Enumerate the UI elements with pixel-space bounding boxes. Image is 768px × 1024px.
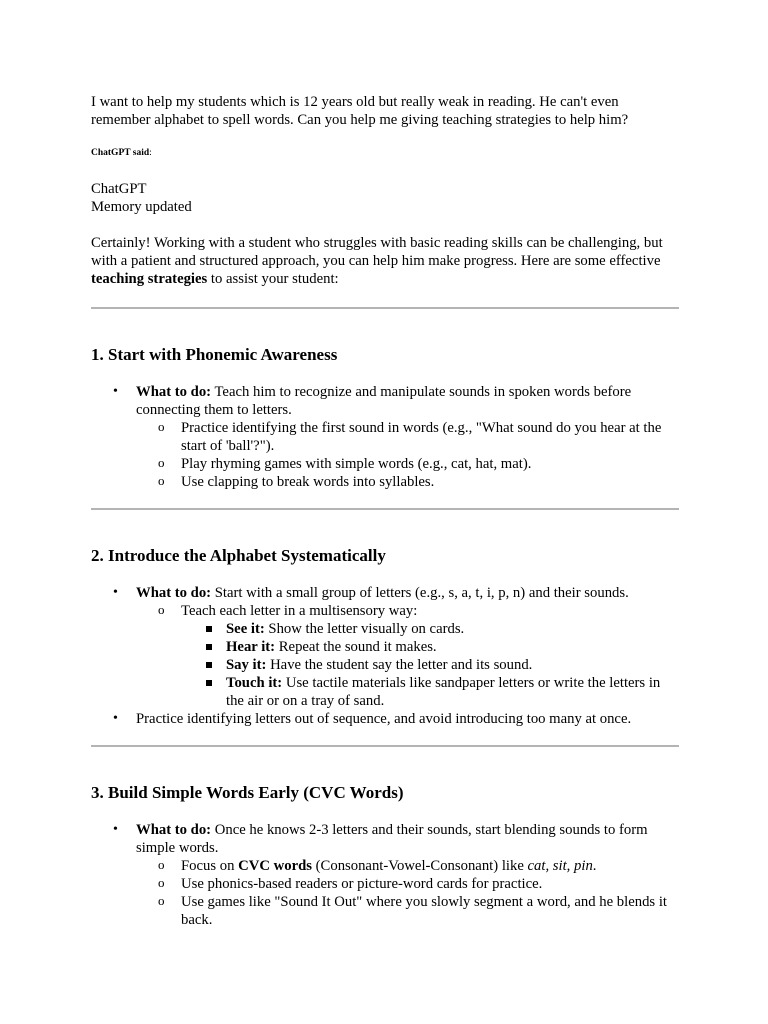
speaker-label xyxy=(91,147,681,159)
sense-text: Have the student say the letter and its sound. xyxy=(266,657,533,673)
focus-bold: CVC words xyxy=(238,858,312,874)
section-3-list xyxy=(91,821,681,929)
sub-item-text: Use phonics-based readers or picture-word cards for practice. xyxy=(181,876,543,892)
user-question: I want to help my students which is 12 years old but really weak in reading. He can't even remember alphabet to spell words. Can you help me giving teaching strategies to help him? xyxy=(91,94,629,128)
sub-list xyxy=(136,602,681,710)
intro-paragraph xyxy=(91,234,681,288)
section-2-list xyxy=(91,584,681,728)
circle-bullet-icon: o xyxy=(158,893,165,908)
focus-pre: Focus on xyxy=(181,858,239,874)
sense-text: Show the letter visually on cards. xyxy=(264,621,465,637)
assistant-header xyxy=(91,180,681,216)
sense-label: Say it: xyxy=(226,657,267,673)
chat-document xyxy=(91,93,681,929)
section-heading-1: 1. Start with Phonemic Awareness xyxy=(91,345,338,364)
sense-item xyxy=(181,638,681,656)
sub-list xyxy=(136,857,681,929)
speaker-label-colon: : xyxy=(149,148,152,158)
speaker-label-text: ChatGPT said xyxy=(91,148,150,158)
memory-status: Memory updated xyxy=(91,199,192,215)
sub-list-item xyxy=(136,893,681,929)
list-item xyxy=(91,710,681,728)
bullet-icon: • xyxy=(113,711,118,726)
bullet-icon: • xyxy=(113,384,118,399)
what-to-do-text: Teach him to recognize and manipulate sounds in spoken words before connecting them to letters. xyxy=(136,384,632,418)
list-item-text: Practice identifying letters out of sequence, and avoid introducing too many at once. xyxy=(136,711,632,727)
circle-bullet-icon: o xyxy=(158,602,165,617)
sense-item xyxy=(181,674,681,710)
sense-text: Use tactile materials like sandpaper letters or write the letters in the air or on a tray of sand. xyxy=(226,675,661,709)
sub-list-item xyxy=(136,419,681,455)
sense-list xyxy=(181,620,681,710)
square-bullet-icon xyxy=(206,680,212,686)
list-item xyxy=(91,383,681,491)
intro-bold-text: teaching strategies xyxy=(91,271,208,287)
sense-label: See it: xyxy=(226,621,265,637)
section-divider xyxy=(91,307,679,309)
square-bullet-icon xyxy=(206,644,212,650)
sense-item xyxy=(181,620,681,638)
square-bullet-icon xyxy=(206,662,212,668)
square-bullet-icon xyxy=(206,626,212,632)
focus-post: . xyxy=(592,858,597,874)
sub-list-item xyxy=(136,857,681,875)
circle-bullet-icon: o xyxy=(158,875,165,890)
circle-bullet-icon: o xyxy=(158,473,165,488)
list-item xyxy=(91,821,681,929)
sub-item-text: Play rhyming games with simple words (e.g., cat, hat, mat). xyxy=(181,456,532,472)
sub-item-text: Teach each letter in a multisensory way: xyxy=(181,603,418,619)
sub-item-text: Use clapping to break words into syllables. xyxy=(181,474,435,490)
sub-list xyxy=(136,419,681,491)
section-1-list xyxy=(91,383,681,491)
focus-examples: cat, sit, pin xyxy=(527,858,593,874)
circle-bullet-icon: o xyxy=(158,857,165,872)
section-heading-3: 3. Build Simple Words Early (CVC Words) xyxy=(91,783,404,802)
sub-list-item xyxy=(136,602,681,710)
what-to-do-text: Once he knows 2-3 letters and their sounds, start blending sounds to form simple words. xyxy=(136,822,648,856)
sense-item xyxy=(181,656,681,674)
sub-list-item xyxy=(136,473,681,491)
sub-item-text: Practice identifying the first sound in words (e.g., "What sound do you hear at the start of 'ball'?"). xyxy=(181,420,662,454)
what-to-do-label: What to do: xyxy=(136,822,212,838)
section-heading-2: 2. Introduce the Alphabet Systematically xyxy=(91,546,386,565)
intro-text-end: to assist your student: xyxy=(207,271,339,287)
bullet-icon: • xyxy=(113,822,118,837)
what-to-do-label: What to do: xyxy=(136,585,212,601)
focus-mid: (Consonant-Vowel-Consonant) like xyxy=(311,858,528,874)
bullet-icon: • xyxy=(113,585,118,600)
sense-text: Repeat the sound it makes. xyxy=(275,639,437,655)
sub-item-text: Use games like "Sound It Out" where you slowly segment a word, and he blends it back. xyxy=(181,894,667,928)
what-to-do-label: What to do: xyxy=(136,384,212,400)
sense-label: Hear it: xyxy=(226,639,276,655)
circle-bullet-icon: o xyxy=(158,419,165,434)
circle-bullet-icon: o xyxy=(158,455,165,470)
assistant-name: ChatGPT xyxy=(91,181,147,197)
section-divider xyxy=(91,508,679,510)
what-to-do-text: Start with a small group of letters (e.g., s, a, t, i, p, n) and their sounds. xyxy=(211,585,629,601)
section-divider xyxy=(91,745,679,747)
sub-list-item xyxy=(136,875,681,893)
intro-text-start: Certainly! Working with a student who struggles with basic reading skills can be challenging, but with a patient and structured approach, you can help him make progress. Here are some effective xyxy=(91,235,663,269)
sub-list-item xyxy=(136,455,681,473)
sense-label: Touch it: xyxy=(226,675,283,691)
list-item xyxy=(91,584,681,710)
